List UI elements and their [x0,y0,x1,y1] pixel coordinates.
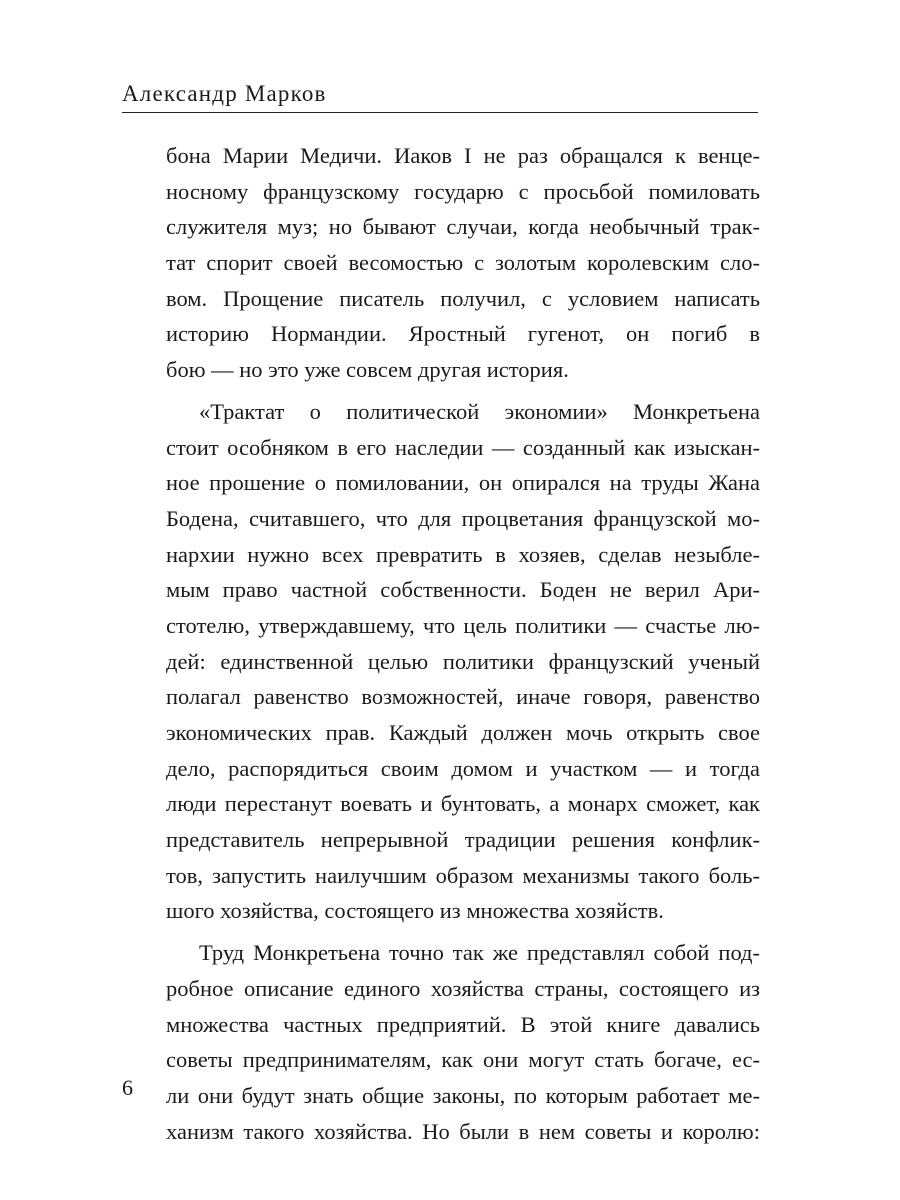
text-line: дело, распорядиться своим домом и участком — и тогда [166,755,760,781]
text-line: бою — но это уже совсем другая история. [166,357,569,383]
text-line: экономических прав. Каждый должен мочь открыть свое [166,720,760,745]
text-line: люди перестанут воевать и бунтовать, а монарх сможет, как [166,791,760,817]
text-line: тат спорит своей весомостью с золотым королевским сло- [166,250,760,276]
text-line: полагал равенство возможностей, иначе говоря, равенство [166,684,760,710]
text-line: мым право частной собственности. Боден не верил Ари- [166,577,760,603]
text-line: носному французскому государю с просьбой помиловать [166,178,760,204]
text-line: шого хозяйства, состоящего из множества хозяйств. [166,898,664,924]
text-line: ли они будут знать общие законы, по которым работает ме- [166,1082,760,1108]
text-line: тов, запустить наилучшим образом механизмы такого боль- [166,862,760,888]
text-line: Труд Монкретьена точно так же представлял собой под- [199,940,760,966]
text-line: стотелю, утверждавшему, что цель политики — счастье лю- [166,612,760,638]
text-line: нархии нужно всех превратить в хозяев, сделав незыбле- [166,541,760,567]
text-line: ное прошение о помиловании, он опирался на труды Жана [166,470,760,496]
text-line: историю Нормандии. Яростный гугенот, он погиб в [166,321,760,347]
text-line: представитель непрерывной традиции решения конфлик- [166,827,760,853]
text-line: «Трактат о политической экономии» Монкретьена [199,398,760,424]
body-text [166,138,760,1149]
running-title: Александр Марков [122,81,327,106]
text-line: советы предпринимателям, как они могут стать богаче, ес- [166,1047,760,1073]
running-header [122,80,758,113]
text-line: Бодена, считавшего, что для процветания французской мо- [166,505,760,531]
text-line: вом. Прощение писатель получил, с условием написать [166,285,760,311]
text-line: ханизм такого хозяйства. Но были в нем советы и королю: [166,1118,760,1144]
text-line: дей: единственной целью политики французский ученый [166,648,760,674]
text-line: робное описание единого хозяйства страны, состоящего из [166,975,760,1001]
text-line: служителя муз; но бывают случаи, когда необычный трак- [166,214,760,240]
text-line: бона Марии Медичи. Иаков I не раз обращался к венце- [166,143,760,168]
page-number: 6 [122,1075,133,1100]
text-line: множества частных предприятий. В этой книге давались [166,1011,760,1037]
text-line: стоит особняком в его наследии — созданный как изыскан- [166,434,760,460]
